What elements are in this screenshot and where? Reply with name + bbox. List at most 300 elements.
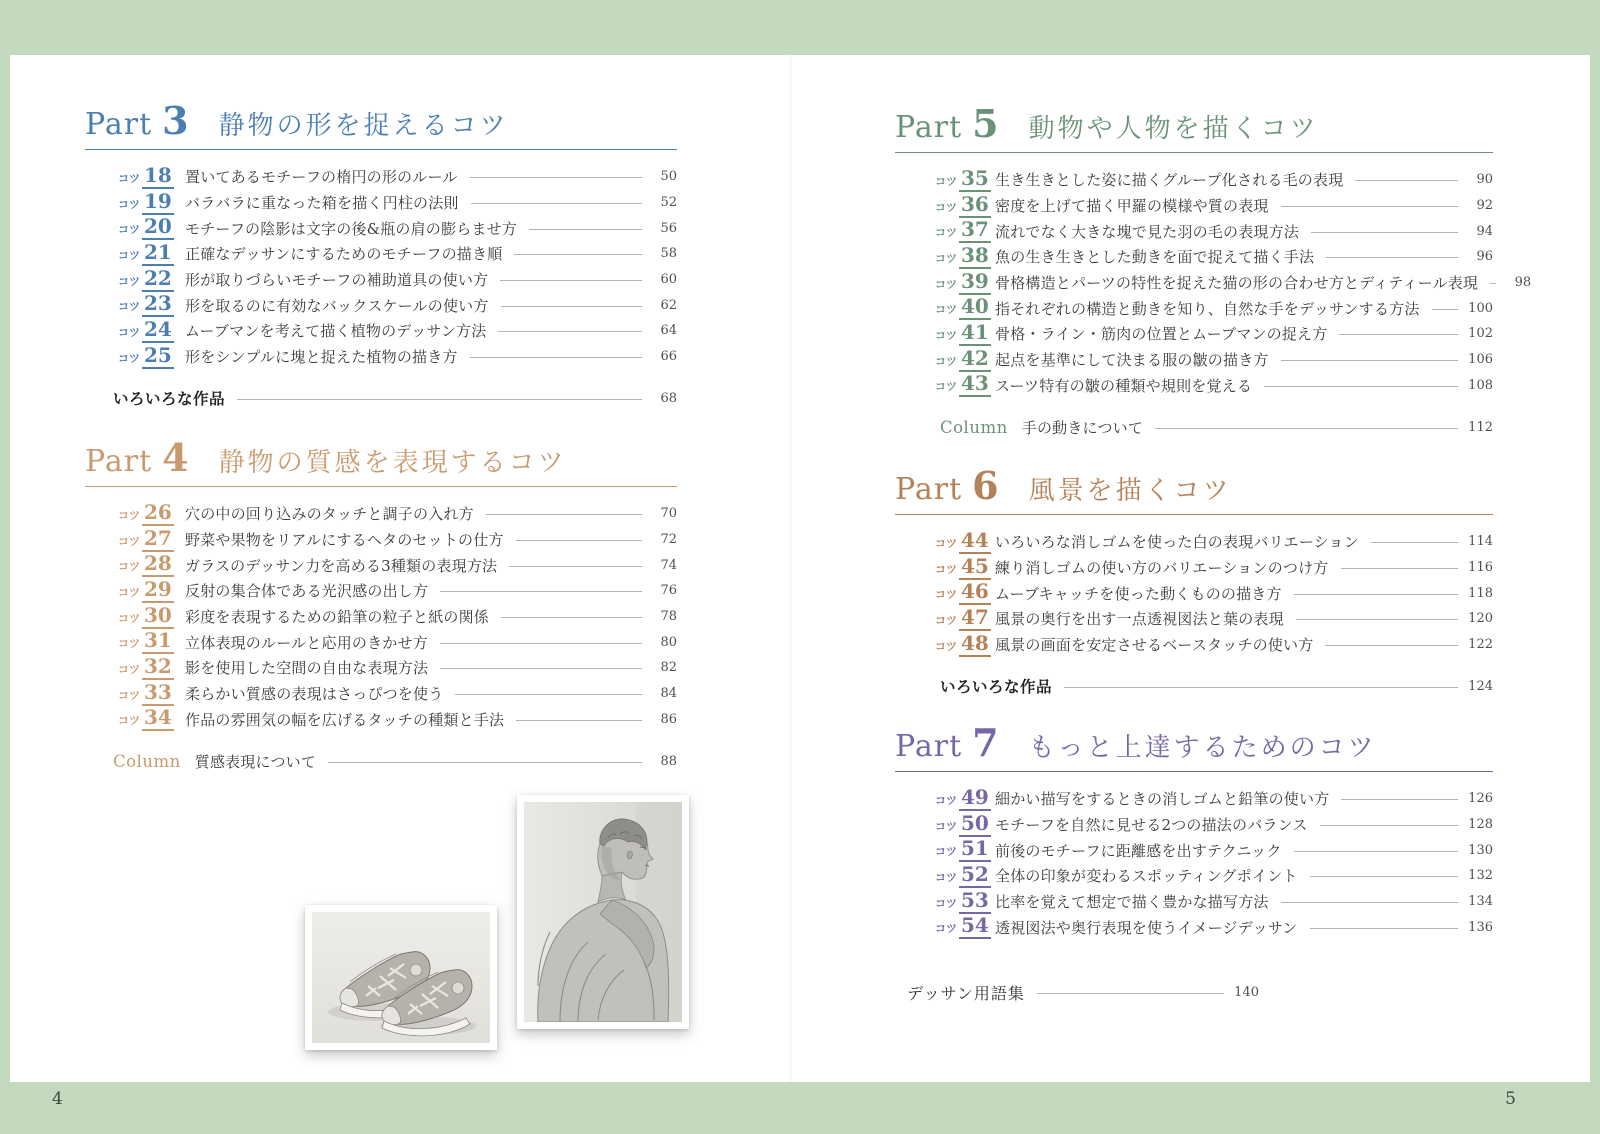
entry-title: 彩度を表現するための鉛筆の粒子と紙の関係 <box>185 608 490 627</box>
toc-entry <box>895 889 1493 915</box>
page-ref: 88 <box>660 753 677 769</box>
tip-prefix: コツ <box>935 536 957 550</box>
tip-number: 38 <box>961 242 989 267</box>
works-entry <box>85 386 677 412</box>
toc-entry <box>85 164 677 190</box>
entry-title: 密度を上げて描く甲羅の模様や質の表現 <box>995 197 1269 216</box>
tip-number: 51 <box>961 836 989 861</box>
entry-title: ムーブマンを考えて描く植物のデッサン方法 <box>185 322 487 341</box>
toc-entry <box>85 215 677 241</box>
leader-line <box>1281 206 1458 207</box>
entry-title: スーツ特有の皺の種類や規則を覚える <box>995 376 1253 395</box>
page-ref: 86 <box>660 711 677 727</box>
toc-entry <box>895 347 1493 373</box>
tip-number: 49 <box>961 784 989 809</box>
tip-number: 24 <box>144 316 172 341</box>
column-label: Column <box>940 417 1008 437</box>
leader-line <box>501 617 642 618</box>
page-ref: 72 <box>660 532 677 548</box>
tip-prefix: コツ <box>118 560 140 574</box>
leader-line <box>328 762 642 763</box>
tip-number-block <box>118 265 185 292</box>
entry-title: 形が取りづらいモチーフの補助道具の使い方 <box>185 271 489 290</box>
tip-number: 26 <box>144 499 172 524</box>
page-ref: 94 <box>1476 223 1493 239</box>
leader-line <box>470 177 642 178</box>
part-title: もっと上達するためのコツ <box>1028 733 1377 763</box>
bust-drawing-photo <box>517 795 689 1029</box>
page-ref: 96 <box>1476 249 1493 265</box>
tip-number-block <box>935 319 995 346</box>
tip-prefix: コツ <box>118 508 140 522</box>
entry-title: 柔らかい質感の表現はさっぴつを使う <box>185 685 444 704</box>
toc-entry <box>895 812 1493 838</box>
leader-line <box>440 668 642 669</box>
part-title: 風景を描くコツ <box>1028 476 1232 506</box>
tip-number-block <box>118 342 185 369</box>
leader-line <box>470 357 642 358</box>
toc-entry <box>85 681 677 707</box>
toc-rows <box>85 501 677 774</box>
leader-line <box>1037 993 1224 994</box>
entry-title: 反射の集合体である光沢感の出し方 <box>185 582 429 601</box>
page-ref: 84 <box>660 686 677 702</box>
part-number: 6 <box>972 463 999 508</box>
toc-entry <box>895 863 1493 889</box>
tip-number: 32 <box>144 653 172 678</box>
tip-prefix: コツ <box>118 351 140 365</box>
tip-number-block <box>935 553 995 580</box>
tip-number: 27 <box>144 525 172 550</box>
tip-number: 18 <box>144 162 172 187</box>
tip-prefix: コツ <box>935 793 957 807</box>
page-ref: 60 <box>660 272 677 288</box>
tip-number: 40 <box>961 294 989 319</box>
leader-line <box>1311 232 1458 233</box>
tip-prefix: コツ <box>935 922 957 936</box>
page-ref: 118 <box>1468 585 1493 601</box>
entry-title: 細かい描写をするときの消しゴムと鉛筆の使い方 <box>995 790 1330 809</box>
entry-title: 骨格構造とパーツの特性を捉えた猫の形の合わせ方とディティール表現 <box>995 274 1479 293</box>
leader-line <box>1281 902 1458 903</box>
toc-entry <box>85 655 677 681</box>
entry-title: 比率を覚えて想定で描く豊かな描写方法 <box>995 893 1269 912</box>
tip-number: 23 <box>144 291 172 316</box>
leader-line <box>1341 799 1458 800</box>
leader-line <box>471 203 642 204</box>
part-number: 3 <box>162 98 189 143</box>
sneakers-drawing-image <box>312 912 490 1043</box>
entry-title: 前後のモチーフに距離感を出すテクニック <box>995 841 1282 860</box>
page-ref: 106 <box>1468 352 1493 368</box>
page-ref: 140 <box>1234 985 1259 1001</box>
leader-line <box>509 566 642 567</box>
entry-title: 流れでなく大きな塊で見た羽の毛の表現方法 <box>995 222 1300 241</box>
tip-number: 45 <box>961 553 989 578</box>
entry-title: いろいろな消しゴムを使った白の表現バリエーション <box>995 533 1359 552</box>
tip-number-block <box>118 316 185 343</box>
tip-number: 54 <box>961 913 989 938</box>
tip-prefix: コツ <box>118 274 140 288</box>
leader-line <box>1432 309 1458 310</box>
toc-entry <box>85 578 677 604</box>
bust-drawing-image <box>524 802 682 1022</box>
tip-number-block <box>935 191 995 218</box>
tip-number-block <box>118 553 185 577</box>
entry-title: 手の動きについて <box>1021 418 1144 437</box>
glossary-label: デッサン用語集 <box>907 984 1025 1004</box>
leader-line <box>1341 568 1458 569</box>
toc-entry <box>85 629 677 655</box>
toc-entry <box>85 604 677 630</box>
tip-number: 46 <box>961 579 989 604</box>
tip-number: 52 <box>961 861 989 886</box>
entry-title: 形をシンプルに塊と捉えた植物の描き方 <box>185 348 458 367</box>
toc-entry <box>85 241 677 267</box>
tip-number: 33 <box>144 679 172 704</box>
page-ref: 134 <box>1468 894 1493 910</box>
toc-entry <box>85 190 677 216</box>
page-ref: 98 <box>1514 275 1532 291</box>
page-ref: 62 <box>660 297 677 313</box>
page-ref: 64 <box>660 323 677 339</box>
tip-number: 50 <box>961 810 989 835</box>
entry-title: 起点を基準にして決まる服の皺の描き方 <box>995 351 1269 370</box>
leader-line <box>1371 542 1458 543</box>
tip-number-block <box>935 838 995 862</box>
entry-title: 正確なデッサンにするためのモチーフの描き順 <box>185 245 503 264</box>
page-ref: 114 <box>1468 534 1493 550</box>
page-ref: 130 <box>1468 842 1493 858</box>
entry-title: 野菜や果物をリアルにするヘタのセットの仕方 <box>185 531 504 550</box>
tip-prefix: コツ <box>935 870 957 884</box>
page-ref: 102 <box>1468 326 1493 342</box>
tip-number: 53 <box>961 887 989 912</box>
tip-number: 25 <box>144 342 172 367</box>
entry-title: モチーフを自然に見せる2つの描法のバランス <box>995 816 1308 835</box>
part-number: 5 <box>972 101 999 146</box>
leader-line <box>1490 283 1496 284</box>
tip-number-block <box>935 630 995 657</box>
toc-rows <box>895 165 1532 440</box>
toc-entry <box>85 292 677 318</box>
tip-prefix: コツ <box>118 248 140 262</box>
tip-number-block <box>935 527 995 554</box>
toc-entry <box>85 267 677 293</box>
entry-title: 穴の中の回り込みのタッチと調子の入れ方 <box>185 505 474 524</box>
tip-number: 37 <box>961 217 989 242</box>
page-ref: 58 <box>660 246 677 262</box>
page-ref: 100 <box>1468 300 1493 316</box>
tip-number-block <box>935 242 995 269</box>
tip-number-block <box>935 345 995 372</box>
toc-entry <box>895 167 1493 193</box>
toc-entry <box>895 268 1532 296</box>
part-heading <box>895 463 1493 515</box>
toc-entry <box>895 914 1493 940</box>
leader-line <box>1294 851 1458 852</box>
tip-prefix: コツ <box>935 562 957 576</box>
tip-number-block <box>118 188 185 215</box>
page-ref: 122 <box>1468 637 1493 653</box>
page-ref: 74 <box>660 557 677 573</box>
page-ref: 132 <box>1468 868 1493 884</box>
tip-prefix: コツ <box>935 174 957 188</box>
leader-line <box>1339 334 1458 335</box>
leader-line <box>440 591 642 592</box>
tip-prefix: コツ <box>935 251 957 265</box>
entry-title: 作品の雰囲気の幅を広げるタッチの種類と手法 <box>185 710 505 729</box>
entry-title: 置いてあるモチーフの楕円の形のルール <box>185 168 458 187</box>
tip-number: 44 <box>961 527 989 552</box>
page-ref: 120 <box>1468 611 1493 627</box>
leader-line <box>1355 180 1458 181</box>
tip-number-block <box>935 165 995 192</box>
leader-line <box>1310 876 1458 877</box>
tip-prefix: コツ <box>118 637 140 651</box>
toc-entry <box>895 244 1493 270</box>
tip-number-block <box>935 296 995 320</box>
tip-number-block <box>935 915 995 939</box>
tip-prefix: コツ <box>118 171 140 185</box>
page-ref: 116 <box>1468 560 1493 576</box>
column-label: Column <box>113 751 181 771</box>
toc-entry <box>85 344 677 370</box>
tip-number: 21 <box>144 239 172 264</box>
part-label: Part <box>895 729 963 764</box>
leader-line <box>1325 645 1458 646</box>
leader-line <box>516 540 642 541</box>
tip-number-block <box>935 581 995 605</box>
tip-prefix: コツ <box>118 325 140 339</box>
works-entry <box>895 673 1493 699</box>
works-label: いろいろな作品 <box>940 678 1053 697</box>
part-label: Part <box>895 110 963 145</box>
entry-title: 全体の印象が変わるスポッティングポイント <box>995 867 1298 886</box>
tip-prefix: コツ <box>118 611 140 625</box>
tip-number-block <box>118 602 185 629</box>
tip-number: 34 <box>144 705 172 730</box>
entry-title: 透視図法や奥行表現を使うイメージデッサン <box>995 918 1298 937</box>
tip-prefix: コツ <box>118 300 140 314</box>
toc-entry <box>895 193 1493 219</box>
tip-number-block <box>118 293 185 317</box>
toc-entry <box>895 786 1493 812</box>
entry-title: 風景の画面を安定させるベースタッチの使い方 <box>995 636 1314 655</box>
tip-number: 39 <box>961 268 989 293</box>
leader-line <box>237 399 642 400</box>
leader-line <box>1310 928 1458 929</box>
leader-line <box>455 694 642 695</box>
leader-line <box>486 514 642 515</box>
tip-number: 29 <box>144 576 172 601</box>
leader-line <box>516 720 642 721</box>
tip-prefix: コツ <box>118 197 140 211</box>
part-title: 動物や人物を描くコツ <box>1028 114 1319 144</box>
entry-title: 影を使用した空間の自由な表現方法 <box>185 659 429 678</box>
tip-number-block <box>118 525 185 552</box>
tip-number-block <box>935 268 995 295</box>
page-ref: 90 <box>1476 172 1493 188</box>
entry-title: バラバラに重なった箱を描く円柱の法則 <box>185 194 459 213</box>
leader-line <box>1281 360 1458 361</box>
part-label: Part <box>85 444 153 479</box>
tip-number-block <box>118 630 185 654</box>
leader-line <box>1296 619 1458 620</box>
tip-prefix: コツ <box>935 819 957 833</box>
works-label: いろいろな作品 <box>113 390 226 409</box>
tip-prefix: コツ <box>935 303 957 317</box>
page-ref: 112 <box>1468 419 1493 435</box>
tip-prefix: コツ <box>935 588 957 602</box>
tip-prefix: コツ <box>118 662 140 676</box>
entry-title: 魚の生き生きとした動きを面で捉えて描く手法 <box>995 248 1315 267</box>
section-part-7 <box>895 720 1493 940</box>
part-title: 静物の形を捉えるコツ <box>218 111 509 141</box>
tip-number-block <box>118 162 185 189</box>
tip-number: 47 <box>961 604 989 629</box>
tip-number-block <box>935 373 995 397</box>
section-part-6 <box>895 463 1493 699</box>
part-heading <box>895 720 1493 772</box>
entry-title: 質感表現について <box>194 752 317 771</box>
tip-number-block <box>935 784 995 811</box>
leader-line <box>529 229 642 230</box>
tip-number-block <box>935 861 995 888</box>
tip-prefix: コツ <box>935 896 957 910</box>
page-ref: 124 <box>1468 678 1493 694</box>
toc-entry <box>85 318 677 344</box>
toc-entry <box>895 321 1493 347</box>
leader-line <box>440 643 642 644</box>
tip-prefix: コツ <box>935 277 957 291</box>
entry-title: ガラスのデッサン力を高める3種類の表現方法 <box>185 556 498 575</box>
section-part-5 <box>895 101 1532 440</box>
part-heading <box>85 435 677 487</box>
toc-entry <box>85 552 677 578</box>
entry-title: 生き生きとした姿に描くグループ化される毛の表現 <box>995 171 1344 190</box>
leader-line <box>500 280 642 281</box>
tip-prefix: コツ <box>118 688 140 702</box>
tip-number-block <box>935 604 995 631</box>
column-entry <box>895 414 1493 440</box>
tip-prefix: コツ <box>935 845 957 859</box>
tip-number-block <box>118 576 185 603</box>
part-number: 7 <box>972 720 999 765</box>
tip-number-block <box>118 216 185 240</box>
tip-prefix: コツ <box>118 223 140 237</box>
leader-line <box>514 254 642 255</box>
tip-prefix: コツ <box>935 200 957 214</box>
tip-prefix: コツ <box>935 354 957 368</box>
tip-number-block <box>935 887 995 914</box>
toc-entry <box>895 373 1493 399</box>
entry-title: 骨格・ライン・筋肉の位置とムーブマンの捉え方 <box>995 325 1328 344</box>
page-ref: 126 <box>1468 791 1493 807</box>
tip-prefix: コツ <box>935 328 957 342</box>
toc-rows <box>895 529 1493 699</box>
toc-entry <box>85 501 677 527</box>
page-ref: 108 <box>1468 377 1493 393</box>
tip-prefix: コツ <box>935 613 957 627</box>
tip-number: 35 <box>961 165 989 190</box>
leader-line <box>1064 687 1458 688</box>
leader-line <box>1155 428 1458 429</box>
left-page-number: 4 <box>52 1089 63 1109</box>
entry-title: 立体表現のルールと応用のきかせ方 <box>185 633 428 652</box>
tip-number: 19 <box>144 188 172 213</box>
page-ref: 92 <box>1476 198 1493 214</box>
entry-title: ムーブキャッチを使った動くものの描き方 <box>995 584 1282 603</box>
page-ref: 82 <box>660 660 677 676</box>
tip-number-block <box>118 239 185 266</box>
toc-entry <box>85 707 677 733</box>
tip-number: 41 <box>961 319 989 344</box>
tip-number-block <box>935 219 995 243</box>
leader-line <box>498 331 642 332</box>
tip-number-block <box>118 707 185 731</box>
tip-number: 42 <box>961 345 989 370</box>
toc-entry <box>895 580 1493 606</box>
tip-number: 20 <box>144 214 172 239</box>
section-part-4 <box>85 435 677 774</box>
tip-prefix: コツ <box>118 534 140 548</box>
tip-number-block <box>118 499 185 526</box>
book-spread <box>10 55 1590 1082</box>
toc-entry <box>895 555 1493 581</box>
entry-title: 風景の奥行を出す一点透視図法と葉の表現 <box>995 610 1284 629</box>
page-ref: 50 <box>660 169 677 185</box>
entry-title: 練り消しゴムの使い方のバリエーションのつけ方 <box>995 559 1329 578</box>
page-seam <box>789 55 792 1082</box>
toc-entry <box>895 837 1493 863</box>
page-ref: 68 <box>660 390 677 406</box>
tip-number: 30 <box>144 602 172 627</box>
page-ref: 78 <box>660 609 677 625</box>
leader-line <box>1326 257 1458 258</box>
page-ref: 52 <box>660 195 677 211</box>
tip-number: 43 <box>961 371 989 396</box>
tip-prefix: コツ <box>935 226 957 240</box>
toc-entry <box>895 529 1493 555</box>
leader-line <box>1264 386 1458 387</box>
tip-number: 48 <box>961 630 989 655</box>
leader-line <box>1294 594 1458 595</box>
glossary-entry <box>907 980 1259 1006</box>
page-right <box>895 55 1532 1082</box>
toc-rows <box>85 164 677 411</box>
leader-line <box>501 306 642 307</box>
tip-number-block <box>118 653 185 680</box>
tip-number: 22 <box>144 265 172 290</box>
page-ref: 70 <box>660 506 677 522</box>
page-ref: 56 <box>660 220 677 236</box>
page-ref: 136 <box>1468 919 1493 935</box>
tip-prefix: コツ <box>935 639 957 653</box>
tip-number: 31 <box>144 628 172 653</box>
part-label: Part <box>895 472 963 507</box>
entry-title: 形を取るのに有効なバックスケールの使い方 <box>185 296 489 315</box>
tip-number: 28 <box>144 551 172 576</box>
column-entry <box>85 748 677 774</box>
page-ref: 128 <box>1468 817 1493 833</box>
page-ref: 66 <box>660 349 677 365</box>
entry-title: モチーフの陰影は文字の後&瓶の肩の膨らませ方 <box>185 219 518 238</box>
part-number: 4 <box>162 435 189 480</box>
tip-number-block <box>118 679 185 706</box>
part-label: Part <box>85 107 153 142</box>
tip-prefix: コツ <box>935 380 957 394</box>
